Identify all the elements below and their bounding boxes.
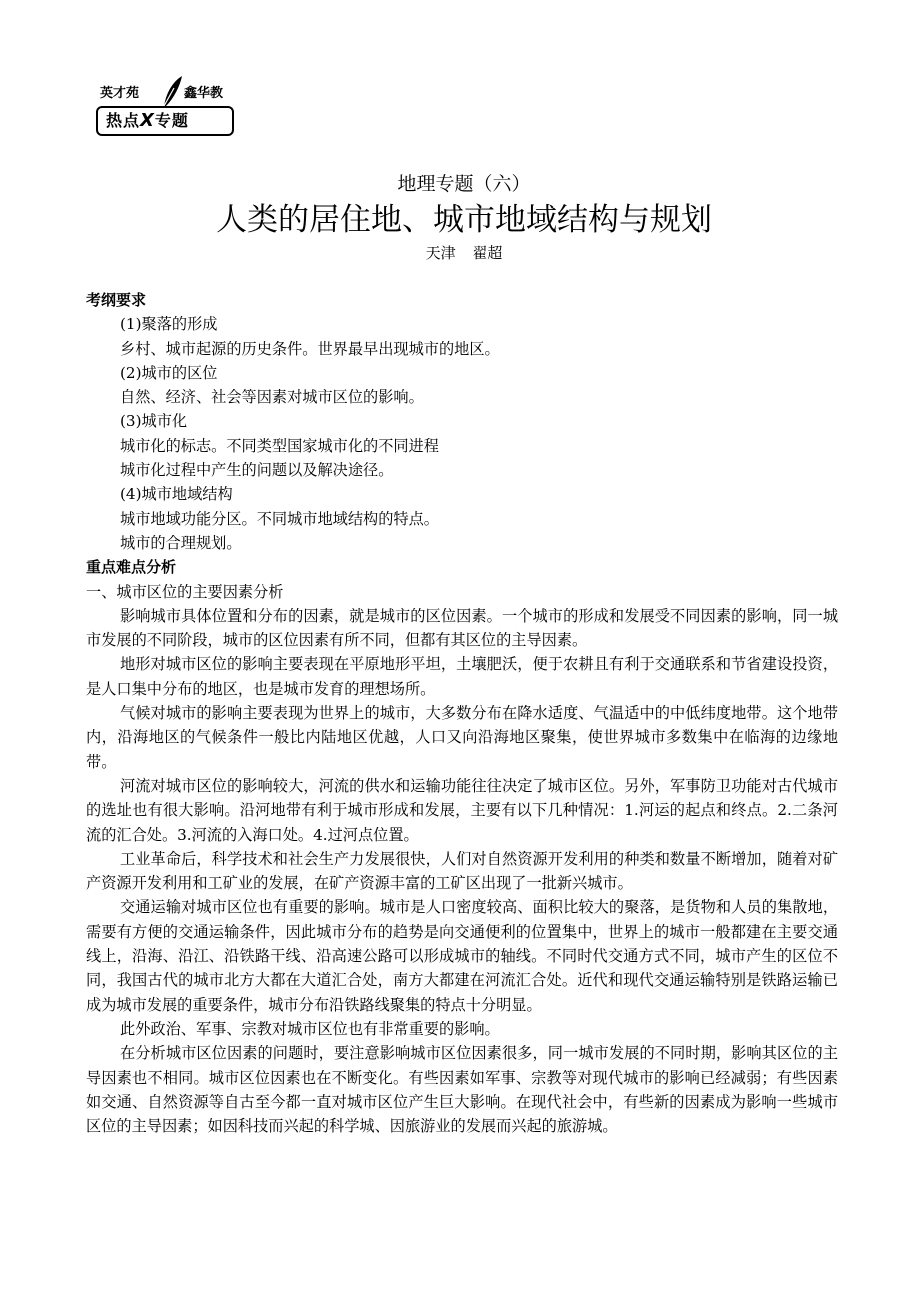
requirement-line: 城市地域功能分区。不同城市地域结构的特点。 bbox=[120, 509, 439, 528]
logo-badge bbox=[96, 106, 234, 136]
requirement-line: (2)城市的区位 bbox=[120, 363, 218, 382]
logo-bottom-left: 热点 bbox=[106, 111, 141, 130]
document-body bbox=[86, 288, 838, 1138]
author-line: 天津 翟超 bbox=[425, 244, 503, 262]
quill-icon bbox=[160, 74, 184, 108]
subject-line: 地理专题（六） bbox=[397, 173, 531, 195]
paragraph: 工业革命后，科学技术和社会生产力发展很快，人们对自然资源开发利用的种类和数量不断增加，随着对矿产资源开发利用和工矿业的发展，在矿产资源丰富的工矿区出现了一批新兴城市。 bbox=[86, 849, 838, 893]
document-header bbox=[0, 170, 920, 264]
requirement-line: (4)城市地域结构 bbox=[120, 485, 233, 504]
requirement-line: 乡村、城市起源的历史条件。世界最早出现城市的地区。 bbox=[120, 339, 500, 358]
requirements-list bbox=[86, 312, 838, 555]
publisher-logo bbox=[96, 74, 238, 138]
logo-bottom-right: 专题 bbox=[154, 111, 189, 130]
analysis-subheading: 一、城市区位的主要因素分析 bbox=[86, 582, 284, 601]
requirement-line: 城市化的标志。不同类型国家城市化的不同进程 bbox=[120, 436, 439, 455]
requirement-line: 自然、经济、社会等因素对城市区位的影响。 bbox=[120, 388, 424, 407]
paragraph: 气候对城市的影响主要表现为世界上的城市，大多数分布在降水适度、气温适中的中低纬度地带。这个地带内，沿海地区的气候条件一般比内陆地区优越，人口又向沿海地区聚集，使世界城市多数集中在临海的边缘地带。 bbox=[86, 704, 838, 771]
paragraph: 影响城市具体位置和分布的因素，就是城市的区位因素。一个城市的形成和发展受不同因素的影响，同一城市发展的不同阶段，城市的区位因素有所不同，但都有其区位的主导因素。 bbox=[86, 606, 838, 650]
requirement-line: 城市的合理规划。 bbox=[120, 533, 242, 552]
requirement-line: (1)聚落的形成 bbox=[120, 315, 218, 334]
requirement-line: 城市化过程中产生的问题以及解决途径。 bbox=[120, 461, 394, 480]
requirements-heading: 考纲要求 bbox=[86, 291, 147, 309]
analysis-heading: 重点难点分析 bbox=[86, 558, 177, 577]
paragraph: 地形对城市区位的影响主要表现在平原地形平坦，土壤肥沃，便于农耕且有利于交通联系和节省建设投资，是人口集中分布的地区，也是城市发育的理想场所。 bbox=[86, 655, 838, 698]
paragraph: 在分析城市区位因素的问题时，要注意影响城市区位因素很多，同一城市发展的不同时期，影响其区位的主导因素也不相同。城市区位因素也在不断变化。有些因素如军事、宗教等对现代城市的影响已经减弱；有些因素如交通、自然资源等自古至今都一直对城市区位产生巨大影响。在现代社会中，有些新的因素成为影响一些城市区位的主导因素；如因科技而兴起的科学城、因旅游业的发展而兴起的旅游城。 bbox=[86, 1044, 838, 1136]
paragraph: 河流对城市区位的影响较大，河流的供水和运输功能往往决定了城市区位。另外，军事防卫功能对古代城市的选址也有很大影响。沿河地带有利于城市形成和发展，主要有以下几种情况：1.河运的起点和终点。2.二条河流的汇合处。3.河流的入海口处。4.过河点位置。 bbox=[86, 776, 838, 844]
logo-x-mark: X bbox=[140, 110, 155, 131]
logo-left-text: 英才苑 bbox=[100, 86, 140, 101]
logo-right-text: 鑫华教 bbox=[184, 86, 224, 101]
paragraph: 此外政治、军事、宗教对城市区位也有非常重要的影响。 bbox=[120, 1019, 500, 1038]
paragraph: 交通运输对城市区位也有重要的影响。城市是人口密度较高、面积比较大的聚落，是货物和人员的集散地，需要有方便的交通运输条件，因此城市分布的趋势是向交通便利的位置集中，世界上的城市一般都建在主要交通线上，沿海、沿江、沿铁路干线、沿高速公路可以形成城市的轴线。不同时代交通方式不同，城市产生的区位不同，我国古代的城市北方大都在大道汇合处，南方大都建在河流汇合处。近代和现代交通运输特别是铁路运输已成为城市发展的重要条件，城市分布沿铁路线聚集的特点十分明显。 bbox=[86, 898, 838, 1014]
requirement-line: (3)城市化 bbox=[120, 412, 188, 431]
document-title: 人类的居住地、城市地域结构与规划 bbox=[216, 202, 712, 238]
